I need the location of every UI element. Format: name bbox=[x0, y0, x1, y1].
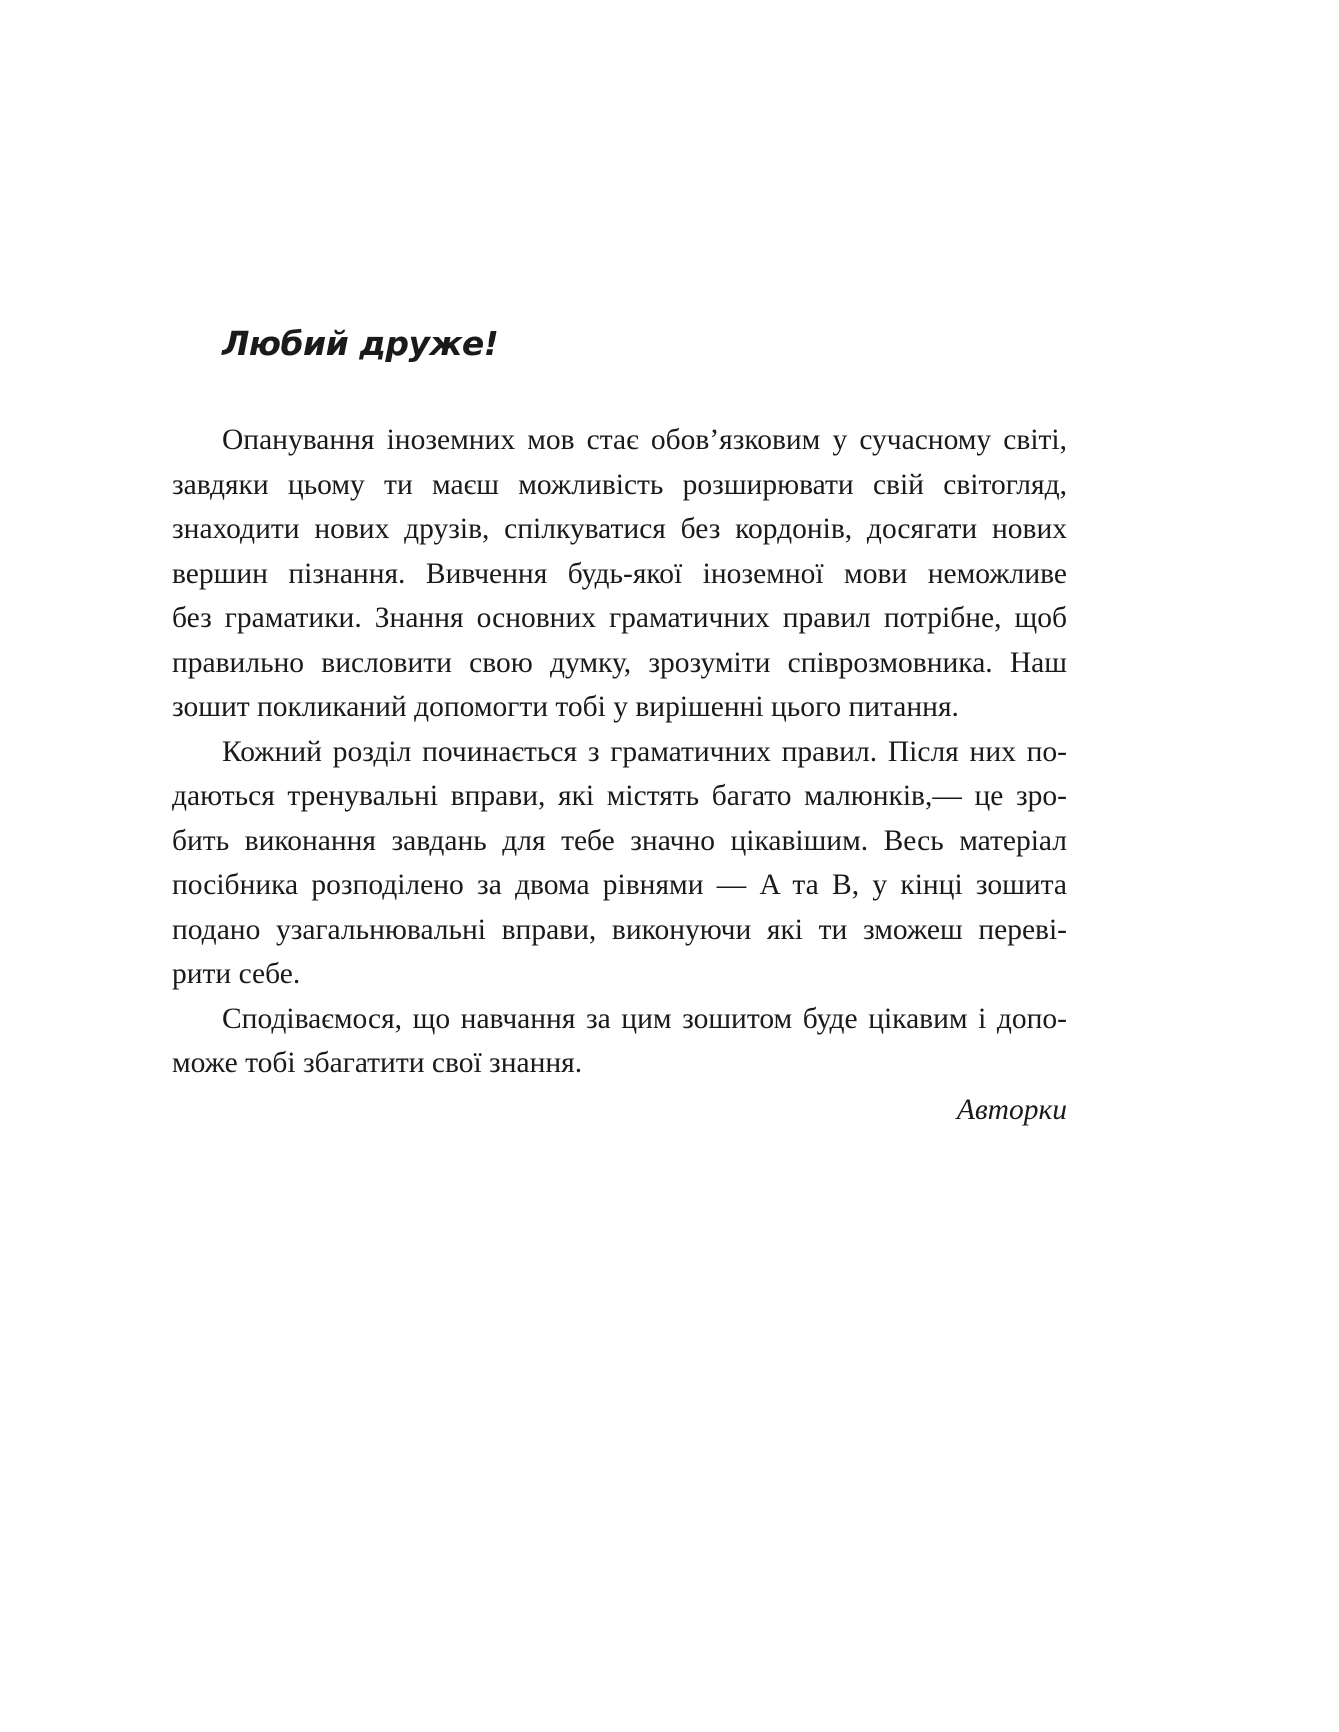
paragraph-line: Сподіваємося, що навчання за цим зошитом буде цікавим і допо- bbox=[222, 1002, 1067, 1035]
paragraph-3 bbox=[172, 997, 1067, 1086]
paragraph-line: рити себе. bbox=[172, 958, 301, 990]
preface-text-block bbox=[172, 320, 1067, 1132]
paragraph-line: Опанування іноземних мов стає обов’язковим у сучасному світі, bbox=[222, 424, 1067, 456]
paragraph-line: знаходити нових друзів, спілкуватися без кордонів, досягати нових bbox=[172, 513, 1067, 545]
paragraph-line: Кожний розділ починається з граматичних правил. Після них по- bbox=[222, 735, 1067, 768]
paragraph-1 bbox=[172, 418, 1067, 730]
paragraph-line: правильно висловити свою думку, зрозуміти співрозмовника. Наш bbox=[172, 646, 1067, 679]
greeting-heading: Любий друже! bbox=[222, 324, 499, 363]
paragraph-line: посібника розподілено за двома рівнями — A та B, у кінці зошита bbox=[172, 869, 1067, 901]
paragraph-line: зошит покликаний допомогти тобі у вирішенні цього питання. bbox=[172, 691, 959, 723]
paragraph-line: може тобі збагатити свої знання. bbox=[172, 1047, 583, 1079]
paragraph-line: без граматики. Знання основних граматичних правил потрібне, щоб bbox=[172, 602, 1067, 634]
paragraph-line: подано узагальнювальні вправи, виконуючи які ти зможеш переві- bbox=[172, 913, 1067, 946]
signature: Авторки bbox=[956, 1093, 1067, 1126]
paragraph-line: вершин пізнання. Вивчення будь-якої іноземної мови неможливе bbox=[172, 557, 1067, 590]
paragraph-line: завдяки цьому ти маєш можливість розширювати свій світогляд, bbox=[172, 468, 1067, 501]
paragraph-line: даються тренувальні вправи, які містять багато малюнків,— це зро- bbox=[172, 780, 1067, 812]
paragraph-2 bbox=[172, 730, 1067, 997]
paragraph-line: бить виконання завдань для тебе значно цікавішим. Весь матеріал bbox=[172, 824, 1067, 857]
